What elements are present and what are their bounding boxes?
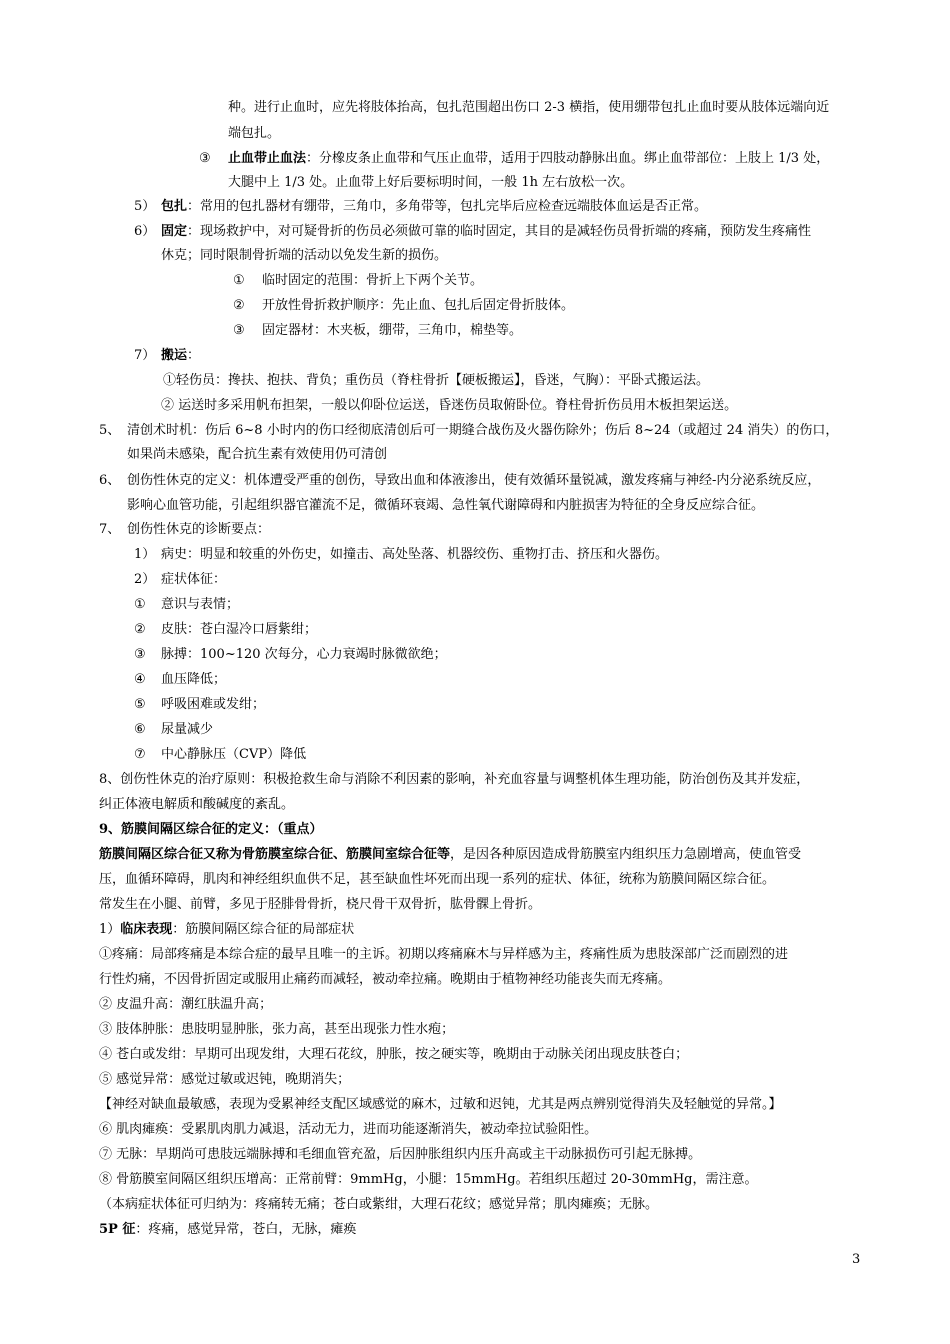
text-line <box>99 845 801 865</box>
text-line <box>99 1195 658 1215</box>
list-item <box>134 620 317 640</box>
text: ② 运送时多采用帆布担架，一般以仰卧位运送，昏迷伤员取俯卧位。脊柱骨折伤员用木板担架运送。 <box>161 398 738 413</box>
text-line <box>99 895 541 915</box>
list-item <box>134 720 213 740</box>
text: （本病症状体征可归纳为：疼痛转无痛；苍白或紫绀，大理石花纹；感觉异常；肌肉瘫痪；无脉。 <box>99 1197 659 1212</box>
item-number: 5、 <box>99 423 121 438</box>
bold-term: 筋膜间隔区综合征又称为骨筋膜室综合征、筋膜间室综合征等 <box>99 847 451 862</box>
list-item <box>134 545 668 565</box>
item-number: ① <box>134 597 146 612</box>
item-number: ① <box>233 273 245 288</box>
text: 脉搏：100~120 次每分，心力衰竭时脉微欲绝； <box>161 647 447 662</box>
text: 血压降低； <box>161 672 227 687</box>
text-line <box>99 1095 782 1115</box>
text: ：筋膜间隔区综合征的局部症状 <box>172 922 355 937</box>
text-line <box>161 396 737 416</box>
text: ： <box>187 348 201 363</box>
item-number: 5） <box>134 199 156 214</box>
text-line <box>99 1170 758 1190</box>
text-line <box>99 1070 350 1090</box>
text-line <box>99 870 775 890</box>
item-number: 6） <box>134 224 156 239</box>
text: 固定器材：木夹板，绷带，三角巾，棉垫等。 <box>262 323 523 338</box>
text: 意识与表情； <box>161 597 240 612</box>
text-line <box>99 1220 356 1240</box>
text-line <box>161 246 447 266</box>
list-item <box>99 471 820 491</box>
item-number: ② <box>134 622 146 637</box>
text: 端包扎。 <box>228 126 281 141</box>
item-number: 1） <box>99 922 121 937</box>
text: 行性灼痛，不因骨折固定或服用止痛药而减轻，被动牵拉痛。晚期由于植物神经功能丧失而无疼痛。 <box>99 972 672 987</box>
text: 尿量减少 <box>161 722 214 737</box>
text: 皮肤：苍白湿冷口唇紫绀； <box>161 622 318 637</box>
text: 【神经对缺血最敏感，表现为受累神经支配区域感觉的麻木，过敏和迟钝，尤其是两点辨别觉得消失及轻触觉的异常。】 <box>99 1097 782 1112</box>
text: 中心静脉压（CVP）降低 <box>161 747 307 762</box>
text-line <box>228 124 280 144</box>
list-item <box>99 520 270 540</box>
item-number: ③ <box>134 647 146 662</box>
bold-term: 搬运 <box>161 348 188 363</box>
item-number: 6、 <box>99 473 121 488</box>
text: 大腿中上 1/3 处。止血带上好后要标明时间，一般 1h 左右放松一次。 <box>228 175 634 190</box>
section-heading <box>99 820 323 840</box>
list-item <box>233 321 522 341</box>
list-item <box>233 271 483 291</box>
text: ：现场救护中，对可疑骨折的伤员必须做可靠的临时固定，其目的是减轻伤员骨折端的疼痛，预防发生疼痛性 <box>187 224 812 239</box>
list-item <box>134 670 226 690</box>
text: 如果尚未感染，配合抗生素有效使用仍可清创 <box>127 447 388 462</box>
list-item <box>134 197 707 217</box>
text: ③ 肢体肿胀：患肢明显肿胀，张力高，甚至出现张力性水疱； <box>99 1022 455 1037</box>
text: 种。进行止血时，应先将肢体抬高，包扎范围超出伤口 2-3 横指，使用绷带包扎止血时要从肢体远端向近 <box>228 100 830 115</box>
text: 创伤性休克的诊断要点： <box>127 522 271 537</box>
item-number: ⑤ <box>134 697 146 712</box>
text-line <box>99 1120 597 1140</box>
text-line <box>228 98 829 118</box>
item-number: ② <box>233 298 245 313</box>
item-number: 2） <box>134 572 156 587</box>
text: ，是因各种原因造成骨筋膜室内组织压力急剧增高，使血管受 <box>450 847 802 862</box>
list-item <box>134 570 226 590</box>
text: ①疼痛：局部疼痛是本综合症的最早且唯一的主诉。初期以疼痛麻木与异样感为主，疼痛性质为患肢深部广泛而剧烈的进 <box>99 947 789 962</box>
list-item <box>134 695 265 715</box>
bold-term: 临床表现 <box>120 922 173 937</box>
bold-term: 5P 征 <box>99 1222 136 1237</box>
item-number: 7） <box>134 348 156 363</box>
text-line <box>99 995 272 1015</box>
text-line <box>127 496 764 516</box>
list-item <box>233 296 574 316</box>
page-number: 3 <box>852 1252 861 1267</box>
text: 压，血循环障碍，肌肉和神经组织血供不足，甚至缺血性坏死而出现一系列的症状、体征，统称为筋膜间隔区综合征。 <box>99 872 776 887</box>
text-line <box>99 920 354 940</box>
text: ①轻伤员：搀扶、抱扶、背负；重伤员（脊柱骨折【硬板搬运】，昏迷，气胸）：平卧式搬运法。 <box>163 373 710 388</box>
item-number: 1） <box>134 547 156 562</box>
list-item <box>199 149 829 169</box>
text: 症状体征： <box>161 572 227 587</box>
text: 休克；同时限制骨折端的活动以免发生新的损伤。 <box>161 248 448 263</box>
list-item <box>134 222 811 242</box>
item-number: ⑦ <box>134 747 146 762</box>
text-line <box>99 1145 701 1165</box>
text: 临时固定的范围：骨折上下两个关节。 <box>262 273 484 288</box>
text: 常发生在小腿、前臂，多见于胫腓骨骨折，桡尺骨干双骨折，肱骨髁上骨折。 <box>99 897 542 912</box>
text-line <box>99 1020 454 1040</box>
list-item <box>134 346 200 366</box>
text: 8、创伤性休克的治疗原则：积极抢救生命与消除不利因素的影响，补充血容量与调整机体生理功能，防治创伤及其并发症， <box>99 772 810 787</box>
text: ④ 苍白或发绀：早期可出现发绀，大理石花纹，肿胀，按之硬实等，晚期由于动脉关闭出现皮肤苍白； <box>99 1047 689 1062</box>
bold-term: 包扎 <box>161 199 188 214</box>
item-number: ③ <box>199 151 211 166</box>
text: ② 皮温升高：潮红肤温升高； <box>99 997 273 1012</box>
text: ⑧ 骨筋膜室间隔区组织压增高：正常前臂：9mmHg，小腿：15mmHg。若组织压超过 20-30mmHg，需注意。 <box>99 1172 758 1187</box>
list-item <box>134 595 239 615</box>
text-line <box>99 945 788 965</box>
text: 创伤性休克的定义：机体遭受严重的创伤，导致出血和体液渗出，使有效循环量锐减，激发疼痛与神经-内分泌系统反应， <box>127 473 821 488</box>
list-item <box>134 745 306 765</box>
text-line <box>99 795 294 815</box>
text-line <box>99 970 671 990</box>
heading-text: 9、筋膜间隔区综合征的定义：（重点） <box>99 822 323 837</box>
text: 纠正体液电解质和酸碱度的紊乱。 <box>99 797 295 812</box>
list-item <box>134 645 447 665</box>
item-number: ③ <box>233 323 245 338</box>
text-line <box>99 770 809 790</box>
text: ⑦ 无脉：早期尚可患肢远端脉搏和毛细血管充盈，后因肿胀组织内压升高或主干动脉损伤可引起无脉搏。 <box>99 1147 702 1162</box>
text-line <box>163 371 709 391</box>
text: 影响心血管功能，引起组织器官灌流不足，微循环衰竭、急性氧代谢障碍和内脏损害为特征的全身反应综合征。 <box>127 498 765 513</box>
text: 病史：明显和较重的外伤史，如撞击、高处坠落、机器绞伤、重物打击、挤压和火器伤。 <box>161 547 669 562</box>
text: ：分橡皮条止血带和气压止血带，适用于四肢动静脉出血。绑止血带部位：上肢上 1/3 处， <box>306 151 830 166</box>
bold-term: 止血带止血法 <box>228 151 307 166</box>
list-item <box>99 421 838 441</box>
item-number: ④ <box>134 672 146 687</box>
item-number: 7、 <box>99 522 121 537</box>
text: ：疼痛，感觉异常，苍白，无脉，瘫痪 <box>135 1222 357 1237</box>
text: ⑥ 肌肉瘫痪：受累肌肉肌力减退，活动无力，进而功能逐渐消失，被动牵拉试验阳性。 <box>99 1122 598 1137</box>
text-line <box>228 173 633 193</box>
text: ⑤ 感觉异常：感觉过敏或迟钝，晚期消失； <box>99 1072 351 1087</box>
text: 呼吸困难或发绀； <box>161 697 266 712</box>
text: ：常用的包扎器材有绷带，三角巾，多角带等，包扎完毕后应检查远端肢体血运是否正常。 <box>187 199 708 214</box>
text-line <box>99 1045 688 1065</box>
text: 开放性骨折救护顺序：先止血、包扎后固定骨折肢体。 <box>262 298 575 313</box>
text-line <box>127 445 387 465</box>
item-number: ⑥ <box>134 722 146 737</box>
bold-term: 固定 <box>161 224 188 239</box>
text: 清创术时机：伤后 6~8 小时内的伤口经彻底清创后可一期缝合战伤及火器伤除外；伤后 8~24（或超过 24 消失）的伤口， <box>127 423 839 438</box>
